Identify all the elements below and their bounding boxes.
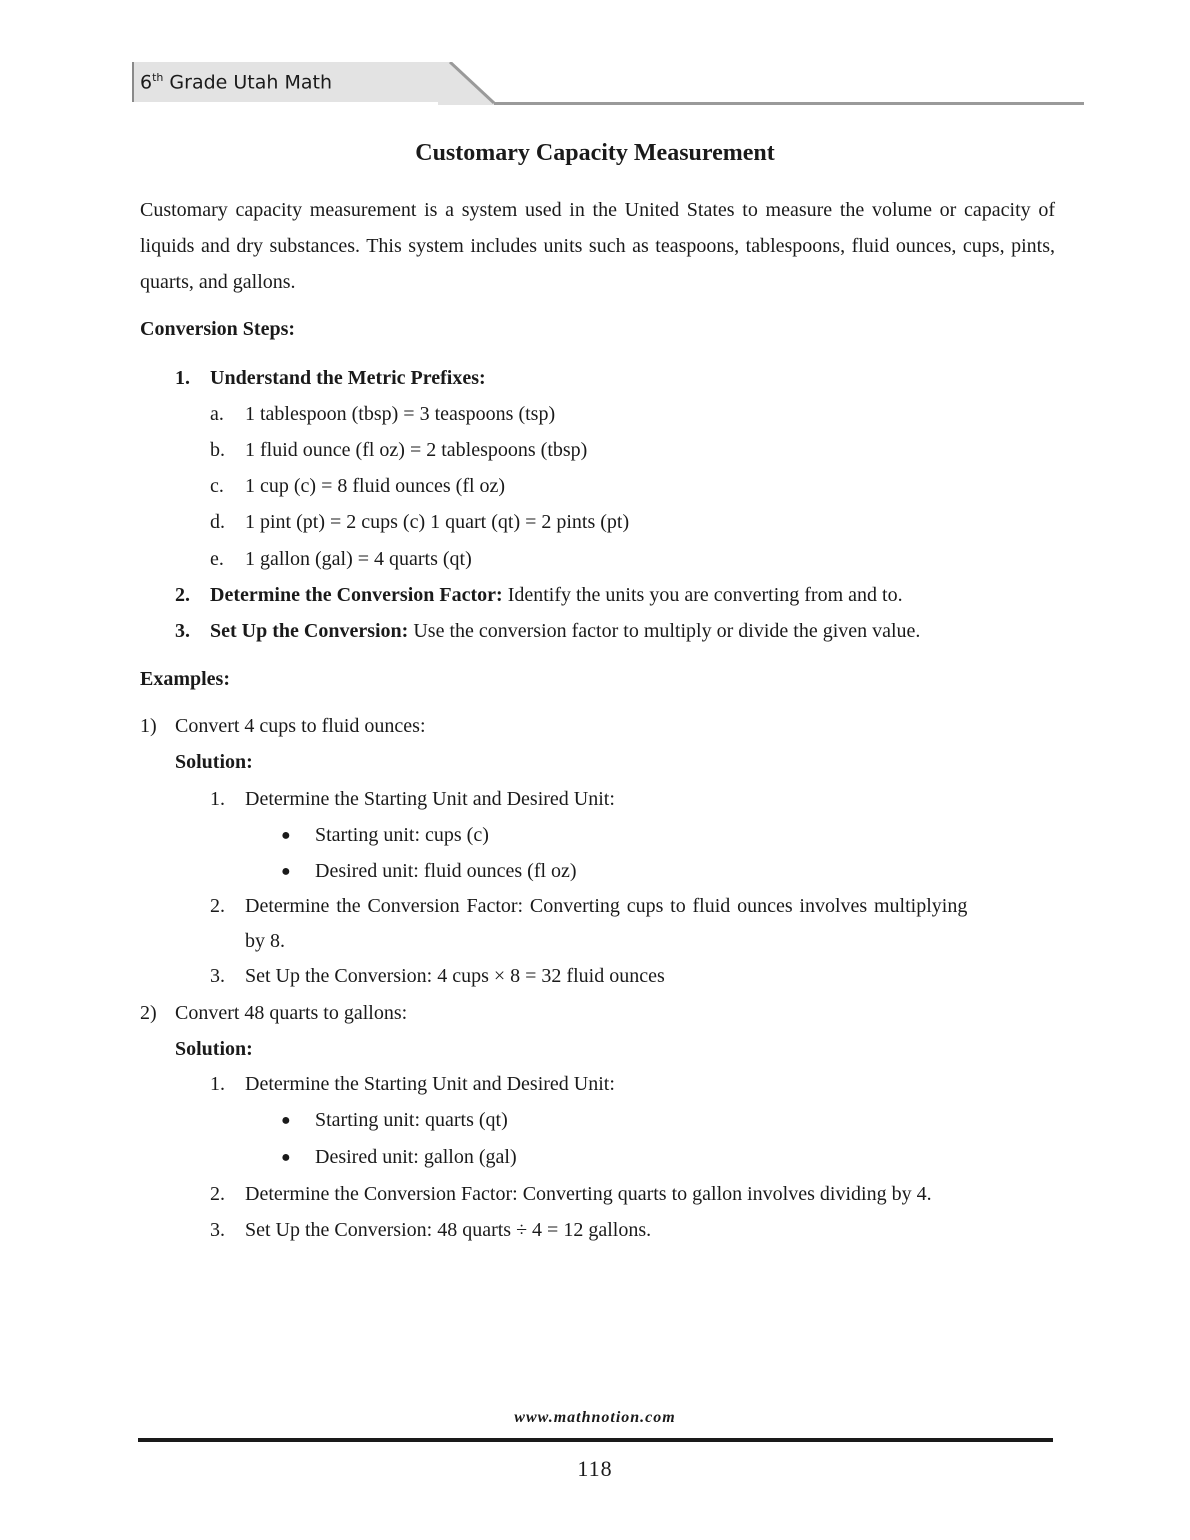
example2-prompt: Convert 48 quarts to gallons: bbox=[175, 1002, 408, 1024]
bullet-icon: ● bbox=[281, 827, 291, 844]
bullet-icon: ● bbox=[281, 1149, 291, 1166]
example2-bullet2: Desired unit: gallon (gal) bbox=[315, 1146, 517, 1168]
footer-url: www.mathnotion.com bbox=[514, 1409, 676, 1426]
prefix-letter: a. bbox=[210, 403, 224, 425]
example1-step3: Set Up the Conversion: 4 cups × 8 = 32 fluid ounces bbox=[245, 965, 665, 987]
examples-heading: Examples: bbox=[140, 668, 230, 690]
example1-step1-num: 1. bbox=[210, 788, 225, 810]
example2-bullet1: Starting unit: quarts (qt) bbox=[315, 1109, 508, 1131]
step1-num: 1. bbox=[175, 367, 190, 389]
example1-bullet1: Starting unit: cups (c) bbox=[315, 824, 489, 846]
page-number: 118 bbox=[577, 1456, 613, 1481]
bullet-icon: ● bbox=[281, 1112, 291, 1129]
step2-num: 2. bbox=[175, 584, 190, 606]
step1-label: Understand the Metric Prefixes: bbox=[210, 367, 486, 389]
step3-num: 3. bbox=[175, 620, 190, 642]
example1-solution-label: Solution: bbox=[175, 751, 253, 773]
prefix-item: 1 gallon (gal) = 4 quarts (qt) bbox=[245, 548, 472, 570]
prefix-letter: d. bbox=[210, 511, 225, 533]
example2-step1-num: 1. bbox=[210, 1073, 225, 1095]
prefix-item: 1 tablespoon (tbsp) = 3 teaspoons (tsp) bbox=[245, 403, 556, 425]
prefix-item: 1 cup (c) = 8 fluid ounces (fl oz) bbox=[245, 475, 506, 497]
prefix-item: 1 pint (pt) = 2 cups (c) 1 quart (qt) = 2 pints (pt) bbox=[245, 511, 630, 533]
example2-step2: Determine the Conversion Factor: Converting quarts to gallon involves dividing by 4. bbox=[245, 1183, 932, 1205]
example2-step1: Determine the Starting Unit and Desired Unit: bbox=[245, 1073, 615, 1095]
header-slant bbox=[438, 62, 498, 106]
example1-prompt: Convert 4 cups to fluid ounces: bbox=[175, 715, 426, 737]
bullet-icon: ● bbox=[281, 863, 291, 880]
prefix-letter: c. bbox=[210, 475, 224, 497]
step3-line: Set Up the Conversion: Use the conversion factor to multiply or divide the given value. bbox=[210, 620, 921, 642]
example2-solution-label: Solution: bbox=[175, 1038, 253, 1060]
conversion-heading: Conversion Steps: bbox=[140, 318, 296, 340]
prefix-letter: b. bbox=[210, 439, 225, 461]
step2-line: Determine the Conversion Factor: Identify the units you are converting from and to. bbox=[210, 584, 903, 606]
example1-step2-num: 2. bbox=[210, 895, 225, 917]
header-rule bbox=[494, 102, 1084, 105]
example1-step3-num: 3. bbox=[210, 965, 225, 987]
example1-bullet2: Desired unit: fluid ounces (fl oz) bbox=[315, 860, 577, 882]
example1-num: 1) bbox=[140, 715, 157, 737]
example2-step2-num: 2. bbox=[210, 1183, 225, 1205]
prefix-item: 1 fluid ounce (fl oz) = 2 tablespoons (tbsp) bbox=[245, 439, 588, 461]
example1-step1: Determine the Starting Unit and Desired Unit: bbox=[245, 788, 615, 810]
page-title: Customary Capacity Measurement bbox=[415, 140, 775, 166]
prefix-letter: e. bbox=[210, 548, 224, 570]
example1-step2-cont: by 8. bbox=[245, 930, 285, 952]
example2-step3: Set Up the Conversion: 48 quarts ÷ 4 = 12 gallons. bbox=[245, 1219, 652, 1241]
footer-rule bbox=[138, 1438, 1053, 1442]
example1-step2: Determine the Conversion Factor: Converting cups to fluid ounces involves multiplying bbox=[245, 895, 968, 917]
intro-paragraph: Customary capacity measurement is a system used in the United States to measure the volume or capacity of liquids and dry substances. This system includes units such as teaspoons, tablespoons, fluid ounces, cups, pints, quarts, and gallons. bbox=[140, 199, 1055, 293]
example2-step3-num: 3. bbox=[210, 1219, 225, 1241]
header-title: 6th Grade Utah Math bbox=[140, 71, 333, 94]
example2-num: 2) bbox=[140, 1002, 157, 1024]
